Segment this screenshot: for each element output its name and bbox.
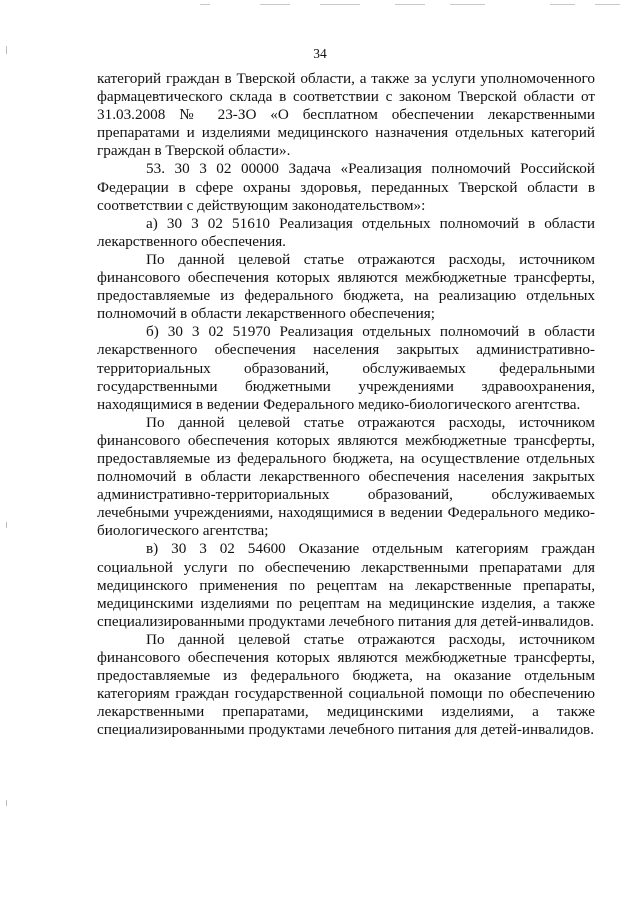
scan-artifact-marks [150,2,620,8]
page-number: 34 [313,46,327,61]
paragraph-item-v-description: По данной целевой статье отражаются расходы, источником финансового обеспечения которых являются межбюджетные трансферты, предоставляемые из федерального бюджета, на оказание отдельным категориям граждан государственной социальной помощи по обеспечению лекарственными препаратами, медицинскими изделиями, а также специализированными продуктами лечебного питания для детей-инвалидов. [97,630,595,739]
paragraph-item-a-description: По данной целевой статье отражаются расходы, источником финансового обеспечения которых являются межбюджетные трансферты, предоставляемые из федерального бюджета, на реализацию отдельных полномочий в области лекарственного обеспечения; [97,250,595,323]
paragraph-item-b-description: По данной целевой статье отражаются расходы, источником финансового обеспечения которых являются межбюджетные трансферты, предоставляемые из федерального бюджета, на осуществление отдельных полномочий в области лекарственного обеспечения населения закрытых административно-территориальных образований, обслуживаемых лечебными учреждениями, находящимися в ведении Федерального медико-биологического агентства; [97,413,595,540]
paragraph-item-b: б) 30 3 02 51970 Реализация отдельных полномочий в области лекарственного обеспечения населения закрытых административно-территориальных образований, обслуживаемых федеральными государственными бюджетными учреждениями здравоохранения, находящимися в ведении Федерального медико-биологического агентства. [97,323,595,413]
paragraph-task-53: 53. 30 3 02 00000 Задача «Реализация полномочий Российской Федерации в сфере охраны здоровья, переданных Тверской области в соответствии с действующим законодательством»: [97,160,595,214]
body-text [97,70,595,739]
paragraph-item-a: а) 30 3 02 51610 Реализация отдельных полномочий в области лекарственного обеспечения. [97,214,595,250]
paragraph-item-v: в) 30 3 02 54600 Оказание отдельным категориям граждан социальной услуги по обеспечению лекарственными препаратами для медицинского применения по рецептам на лекарственные препараты, медицинскими изделиями по рецептам на медицинские изделия, а также специализированными продуктами лечебного питания для детей-инвалидов. [97,540,595,630]
scan-edge-mark [6,522,7,528]
scan-edge-mark [6,800,7,806]
paragraph-continuation: категорий граждан в Тверской области, а также за услуги уполномоченного фармацевтического склада в соответствии с законом Тверской области от 31.03.2008 № 23-ЗО «О бесплатном обеспечении лекарственными препаратами и изделиями медицинского назначения отдельных категорий граждан в Тверской области». [97,70,595,160]
